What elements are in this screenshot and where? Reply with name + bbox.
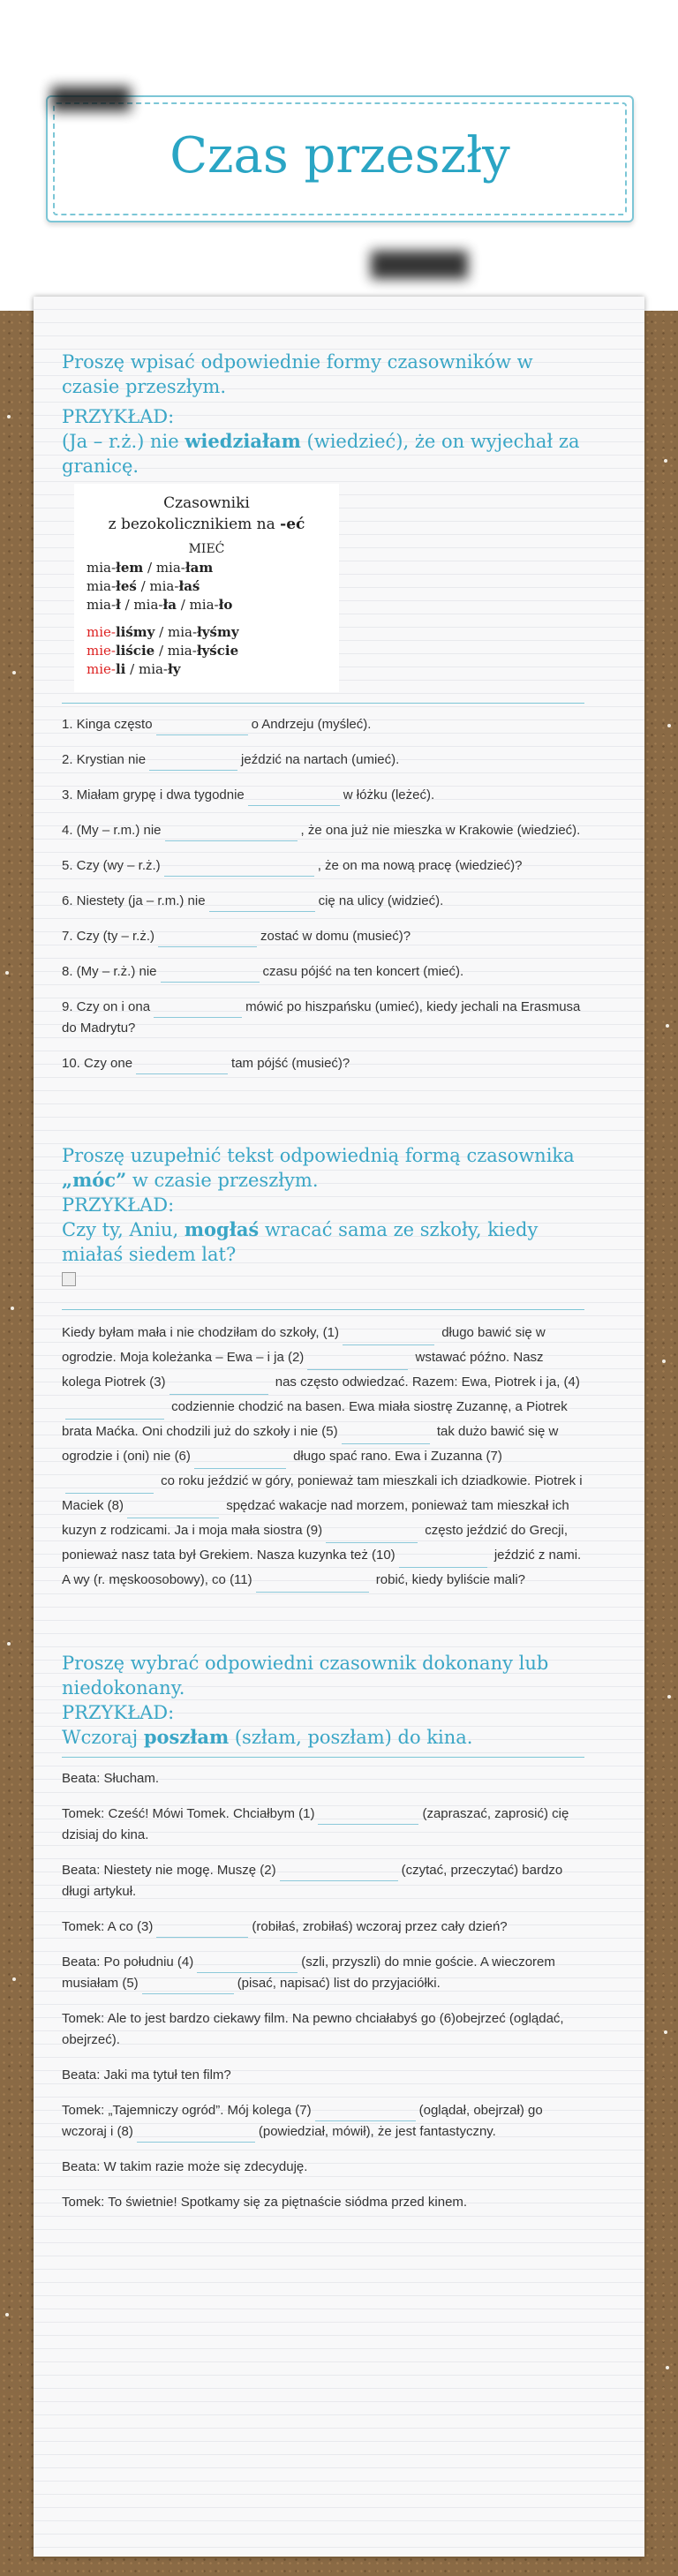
answer-blank[interactable] — [164, 860, 314, 877]
answer-blank[interactable] — [256, 1576, 369, 1593]
answer-blank[interactable] — [136, 1058, 228, 1074]
divider — [62, 703, 584, 704]
exercise-item: 9. Czy on i ona mówić po hiszpańsku (umieć), kiedy jechali na Erasmusa do Madrytu? — [62, 999, 581, 1036]
conjugation-row: mia-ł / mia-ła / mia-ło — [87, 597, 233, 613]
exercise-item: 5. Czy (wy – r.ż.) , że on ma nową pracę (wiedzieć)? — [62, 855, 584, 877]
exercise-item: 4. (My – r.m.) nie , że ona już nie mieszka w Krakowie (wiedzieć). — [62, 820, 584, 841]
exercise-item: 3. Miałam grypę i dwa tygodnie w łóżku (leżeć). — [62, 785, 584, 806]
answer-blank[interactable] — [248, 789, 340, 806]
page-title: Czas przeszły — [170, 127, 510, 185]
exercise-item: 8. (My – r.ż.) nie czasu pójść na ten koncert (mieć). — [62, 961, 584, 983]
example-sentence: (Ja – r.ż.) nie wiedziałam (wiedzieć), że on wyjechał za granicę. — [62, 430, 580, 477]
example-label: PRZYKŁAD: — [62, 1702, 175, 1723]
answer-blank[interactable] — [142, 1977, 234, 1994]
dialogue-line: Beata: Jaki ma tytuł ten film? — [62, 2068, 231, 2083]
title-card — [46, 95, 634, 222]
answer-blank[interactable] — [127, 1502, 219, 1518]
answer-blank[interactable] — [194, 1452, 286, 1469]
example-sentence: Wczoraj poszłam (szłam, poszłam) do kina. — [62, 1726, 473, 1748]
example-label: PRZYKŁAD: — [62, 1194, 175, 1216]
dialogue-line: Beata: Niestety nie mogę. Muszę (2) (czytać, przeczytać) bardzo długi artykuł. — [62, 1863, 563, 1899]
answer-blank[interactable] — [342, 1427, 430, 1444]
answer-blank[interactable] — [156, 1921, 248, 1938]
exercise-item: 2. Krystian nie jeździć na nartach (umieć). — [62, 749, 584, 771]
answer-blank[interactable] — [170, 1378, 268, 1395]
conjugation-rows — [74, 559, 339, 679]
answer-blank[interactable] — [315, 2105, 416, 2121]
answer-blank[interactable] — [343, 1329, 434, 1345]
answer-blank[interactable] — [318, 1808, 418, 1825]
tape-decoration — [371, 251, 468, 279]
answer-blank[interactable] — [197, 1956, 298, 1973]
answer-blank[interactable] — [137, 2126, 255, 2143]
answer-blank[interactable] — [158, 930, 257, 947]
answer-blank[interactable] — [65, 1403, 164, 1420]
exercise-item: 10. Czy one tam pójść (musieć)? — [62, 1053, 584, 1074]
answer-blank[interactable] — [399, 1551, 487, 1568]
conjugation-row: mie-li / mia-ły — [87, 661, 181, 677]
broken-image-icon — [62, 1272, 76, 1286]
worksheet-content — [62, 350, 584, 2227]
exercise-item: 1. Kinga często o Andrzeju (myśleć). — [62, 714, 584, 735]
table-verb: MIEĆ — [188, 542, 225, 556]
table-subtitle: z bezokolicznikiem na -eć — [108, 516, 305, 533]
answer-blank[interactable] — [165, 825, 298, 841]
answer-blank[interactable] — [307, 1353, 408, 1370]
conjugation-row: mie-liście / mia-łyście — [87, 643, 239, 659]
exercise-item: 7. Czy (ty – r.ż.) zostać w domu (musieć)? — [62, 926, 584, 947]
answer-blank[interactable] — [326, 1526, 418, 1543]
answer-blank[interactable] — [156, 719, 248, 735]
conjugation-row: mia-łeś / mia-łaś — [87, 578, 200, 594]
table-title: Czasowniki — [163, 494, 250, 512]
dialogue-line: Tomek: „Tajemniczy ogród”. Mój kolega (7) (oglądał, obejrzał) go wczoraj i (8) (powiedział, mówił), że jest fantastyczny. — [62, 2100, 584, 2143]
divider — [62, 1757, 584, 1758]
example-sentence: Czy ty, Aniu, mogłaś wracać sama ze szkoły, kiedy miałaś siedem lat? — [62, 1218, 539, 1265]
dialogue-line: Tomek: Cześć! Mówi Tomek. Chciałbym (1) (zapraszać, zaprosić) cię dzisiaj do kina. — [62, 1806, 569, 1842]
exercise-1-heading: Proszę wpisać odpowiednie formy czasowników w czasie przeszłym. — [62, 351, 533, 397]
conjugation-row: mie-liśmy / mia-łyśmy — [87, 624, 239, 640]
answer-blank[interactable] — [209, 895, 315, 912]
dialogue-line: Beata: W takim razie może się zdecyduję. — [62, 2159, 308, 2174]
tape-decoration — [51, 87, 131, 111]
answer-blank[interactable] — [149, 754, 237, 771]
conjugation-row: mia-łem / mia-łam — [87, 560, 214, 576]
example-label: PRZYKŁAD: — [62, 406, 175, 427]
dialogue-line: Tomek: Ale to jest bardzo ciekawy film. Na pewno chciałabyś go (6)obejrzeć (oglądać, obejrzeć). — [62, 2011, 564, 2047]
fill-in-text: Kiedy byłam mała i nie chodziłam do szkoły, (1) długo bawić się w ogrodzie. Moja koleżanka – Ewa – i ja (2) wstawać późno. Nasz kolega Piotrek (3) nas często odwiedzać. Razem: Ewa, Piotrek i ja, (4) codziennie chodzić na basen. Ewa miała siostrę Zuzannę, a Piotrek brata Maćka. Oni chodzili już do szkoły i nie (5) tak dużo bawić się w ogrodzie i (oni) nie (6) długo spać rano. Ewa i Zuzanna (7) co roku jeździć w góry, ponieważ tam mieszkali ich dziadkowie. Piotrek i Maciek (8) spędzać wakacje nad morzem, ponieważ tam mieszkał ich kuzyn z rodzicami. Ja i moja mała siostra (9) często jeździć do Grecji, ponieważ nasz tata był Grekiem. Nasza kuzynka też (10) jeździć z nami. A wy (r. męskoosobowy), co (11) robić, kiedy byliście mali? — [62, 1321, 584, 1593]
dialogue-line: Tomek: A co (3) (robiłaś, zrobiłaś) wczoraj przez cały dzień? — [62, 1917, 584, 1938]
exercise-3 — [62, 1651, 584, 2213]
exercise-2-heading: Proszę uzupełnić tekst odpowiednią formą czasownika „móc” w czasie przeszłym. — [62, 1145, 575, 1191]
divider — [62, 1309, 584, 1310]
answer-blank[interactable] — [65, 1477, 154, 1494]
exercise-item: 6. Niestety (ja – r.m.) nie cię na ulicy (widzieć). — [62, 891, 584, 912]
answer-blank[interactable] — [161, 966, 260, 983]
exercise-3-heading: Proszę wybrać odpowiedni czasownik dokonany lub niedokonany. — [62, 1653, 549, 1699]
answer-blank[interactable] — [154, 1001, 242, 1018]
exercise-2 — [62, 1143, 584, 1593]
dialogue-line: Beata: Po południu (4) (szli, przyszli) do mnie goście. A wieczorem musiałam (5) (pisać, napisać) list do przyjaciółki. — [62, 1952, 584, 1994]
answer-blank[interactable] — [280, 1864, 398, 1881]
dialogue-line: Beata: Słucham. — [62, 1771, 160, 1786]
conjugation-table — [74, 484, 339, 692]
exercise-1 — [62, 350, 584, 1074]
dialogue-line: Tomek: To świetnie! Spotkamy się za piętnaście siódma przed kinem. — [62, 2195, 468, 2210]
